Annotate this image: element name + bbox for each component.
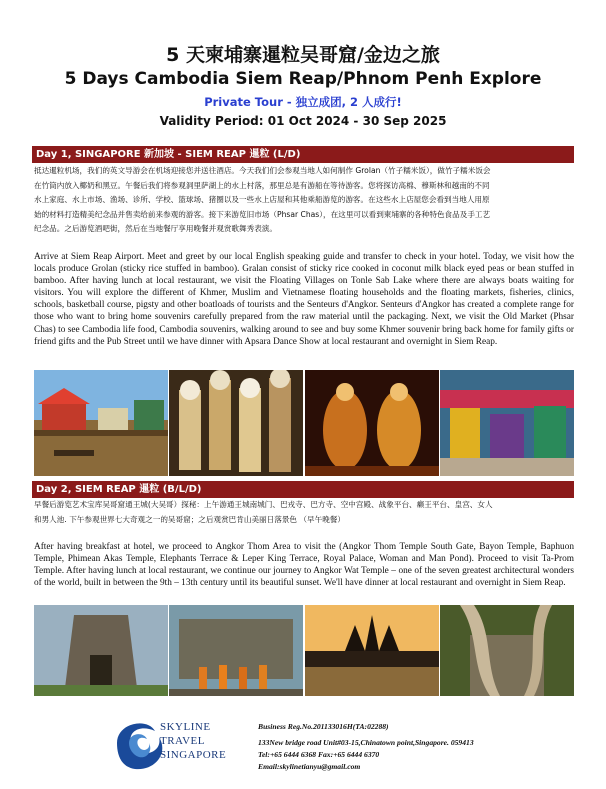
title-chinese: 5 天柬埔寨暹粒吴哥窟/金边之旅 — [166, 44, 440, 66]
angkor-thom-gate-photo — [34, 605, 168, 696]
validity-period: Validity Period: 01 Oct 2024 - 30 Sep 2025 — [159, 114, 447, 128]
day1-zh-line: 在竹筒内放入椰奶和黑豆。午餐后我们将参观洞里萨湖上的水上村落，那里总是有游船在等待游客。您将探访高棉、穆斯林和越南的不同 — [34, 180, 490, 190]
title-english: 5 Days Cambodia Siem Reap/Phnom Penh Explore — [64, 69, 542, 89]
day1-zh-line: 纪念品。之后游览酒吧街，然后在当地餐厅享用晚餐并观赏歌舞秀表演。 — [34, 224, 277, 234]
day1-zh-line: 抵达暹粒机场，我们的英文导游会在机场迎接您并送往酒店。今天我们们会参观当地人如何制作 Grolan（竹子糯米饭），做竹子糯米饭会 — [34, 166, 491, 175]
day2-english-description: After having breakfast at hotel, we proceed to Angkor Thom Area to visit the (Angkor Thom Temple South Gate, Bayon Temple, Baphuon Temple, Phimean Akas Temple, Elephants Terrace & Leper King Terrace, Royal Palace, Woman and Man Pond). Proceed to visit Ta-Prom Temple. After having lunch at local restaurant, we continue our journey to Angkor Wat Temple – one of the seven greatest architectural wonders of the world, built in between the 9th – 13th century until its beautiful sunset. We'll have dinner at local restaurant and overnight in Siem Reap. — [34, 542, 574, 589]
day1-zh-line: 始的材料打造精美纪念品并售卖给前来参观的游客。接下来游览旧市场（Phsar Chas），在这里可以看到柬埔寨的各种特色食品及手工艺 — [34, 209, 491, 219]
email-link[interactable]: Email:skylinetianyu@gmail.com — [258, 762, 361, 771]
business-registration: Business Reg.No.201133016H(TA:02288) — [258, 722, 389, 731]
day2-photo-strip — [34, 605, 574, 696]
bayon-temple-monks-photo — [169, 605, 303, 696]
floating-village-photo — [34, 370, 168, 476]
ta-prom-temple-photo — [440, 605, 574, 696]
bamboo-sticky-rice-photo — [169, 370, 303, 476]
pub-street-photo — [440, 370, 574, 476]
day1-chinese-description — [34, 164, 574, 237]
telephone-fax: Tel:+65 6444 6368 Fax:+65 6444 6370 — [258, 750, 380, 759]
day2-zh-line: 和男人池. 下午参观世界七大奇观之一的吴哥窟；之后观赏巴肯山美丽日落景色 （早午晚餐） — [34, 514, 345, 524]
day1-zh-line: 水上家庭、水上市场、渔场、诊所、学校、篮球场、猪圈以及一些水上店屋和其他乘船游览的游客。在这些水上店屋您会看到当地人用原 — [34, 195, 490, 205]
day1-english-description: Arrive at Siem Reap Airport. Meet and greet by our local English speaking guide and transfer to check in your hotel. Today, we visit how the locals produce Grolan (sticky rice stuffed in bamboo). Gralan consist of sticky rice cooked in coconut milk black eyed peas or bean stuffed in bamboo. After having lunch at local restaurant, we visit the Floating Villages on Tonle Sab Lake where there are always boats waiting for visitors. You will explore the different of Khmer, Muslim and Vietnamese floating households and the floating markets, fisheries, clinics, schools, basketball course, pigsty and other boatloads of tourists and the Senteurs d'Angkor. Senteurs d'Angkor has created a complete range for those who want to bring home souvenirs carefully prepared from the raw material until the packaging. Next, we visit the Old Market (Phsar Chas) to see Cambodia life food, Cambodia souvenirs, walking around to see and buy some Khmer souvenir bring back home for family gifts or friend gifts and the Pub Street until we have dinner with Apsara Dance Show at local restaurant and overnight in Siem Reap. — [34, 252, 574, 347]
logo-text-travel: TRAVEL — [160, 735, 205, 747]
private-tour-subtitle: Private Tour - 独立成团, 2 人成行! — [204, 95, 402, 109]
angkor-wat-sunset-photo — [305, 605, 439, 696]
day1-photo-strip — [34, 370, 574, 476]
day2-chinese-description — [34, 498, 574, 527]
day2-heading-bar: Day 2, SIEM REAP 暹粒 (B/L/D) — [32, 481, 574, 498]
logo-text-singapore: SINGAPORE — [160, 749, 227, 761]
day1-heading-bar: Day 1, SINGAPORE 新加坡 - SIEM REAP 暹粒 (L/D) — [32, 146, 574, 163]
day2-zh-line: 早餐后游览艺术宝库吴哥窟通王城(大吴哥）探秘：上午游通王城南城门、巴戎寺、巴方寺、空中宫殿、战象平台、癞王平台、皇宫、女人 — [34, 500, 493, 509]
logo-text-skyline: SKYLINE — [160, 721, 211, 733]
address: 133New bridge road Unit#03-15,Chinatown point,Singapore. 059413 — [258, 738, 474, 747]
apsara-dance-photo — [305, 370, 439, 476]
